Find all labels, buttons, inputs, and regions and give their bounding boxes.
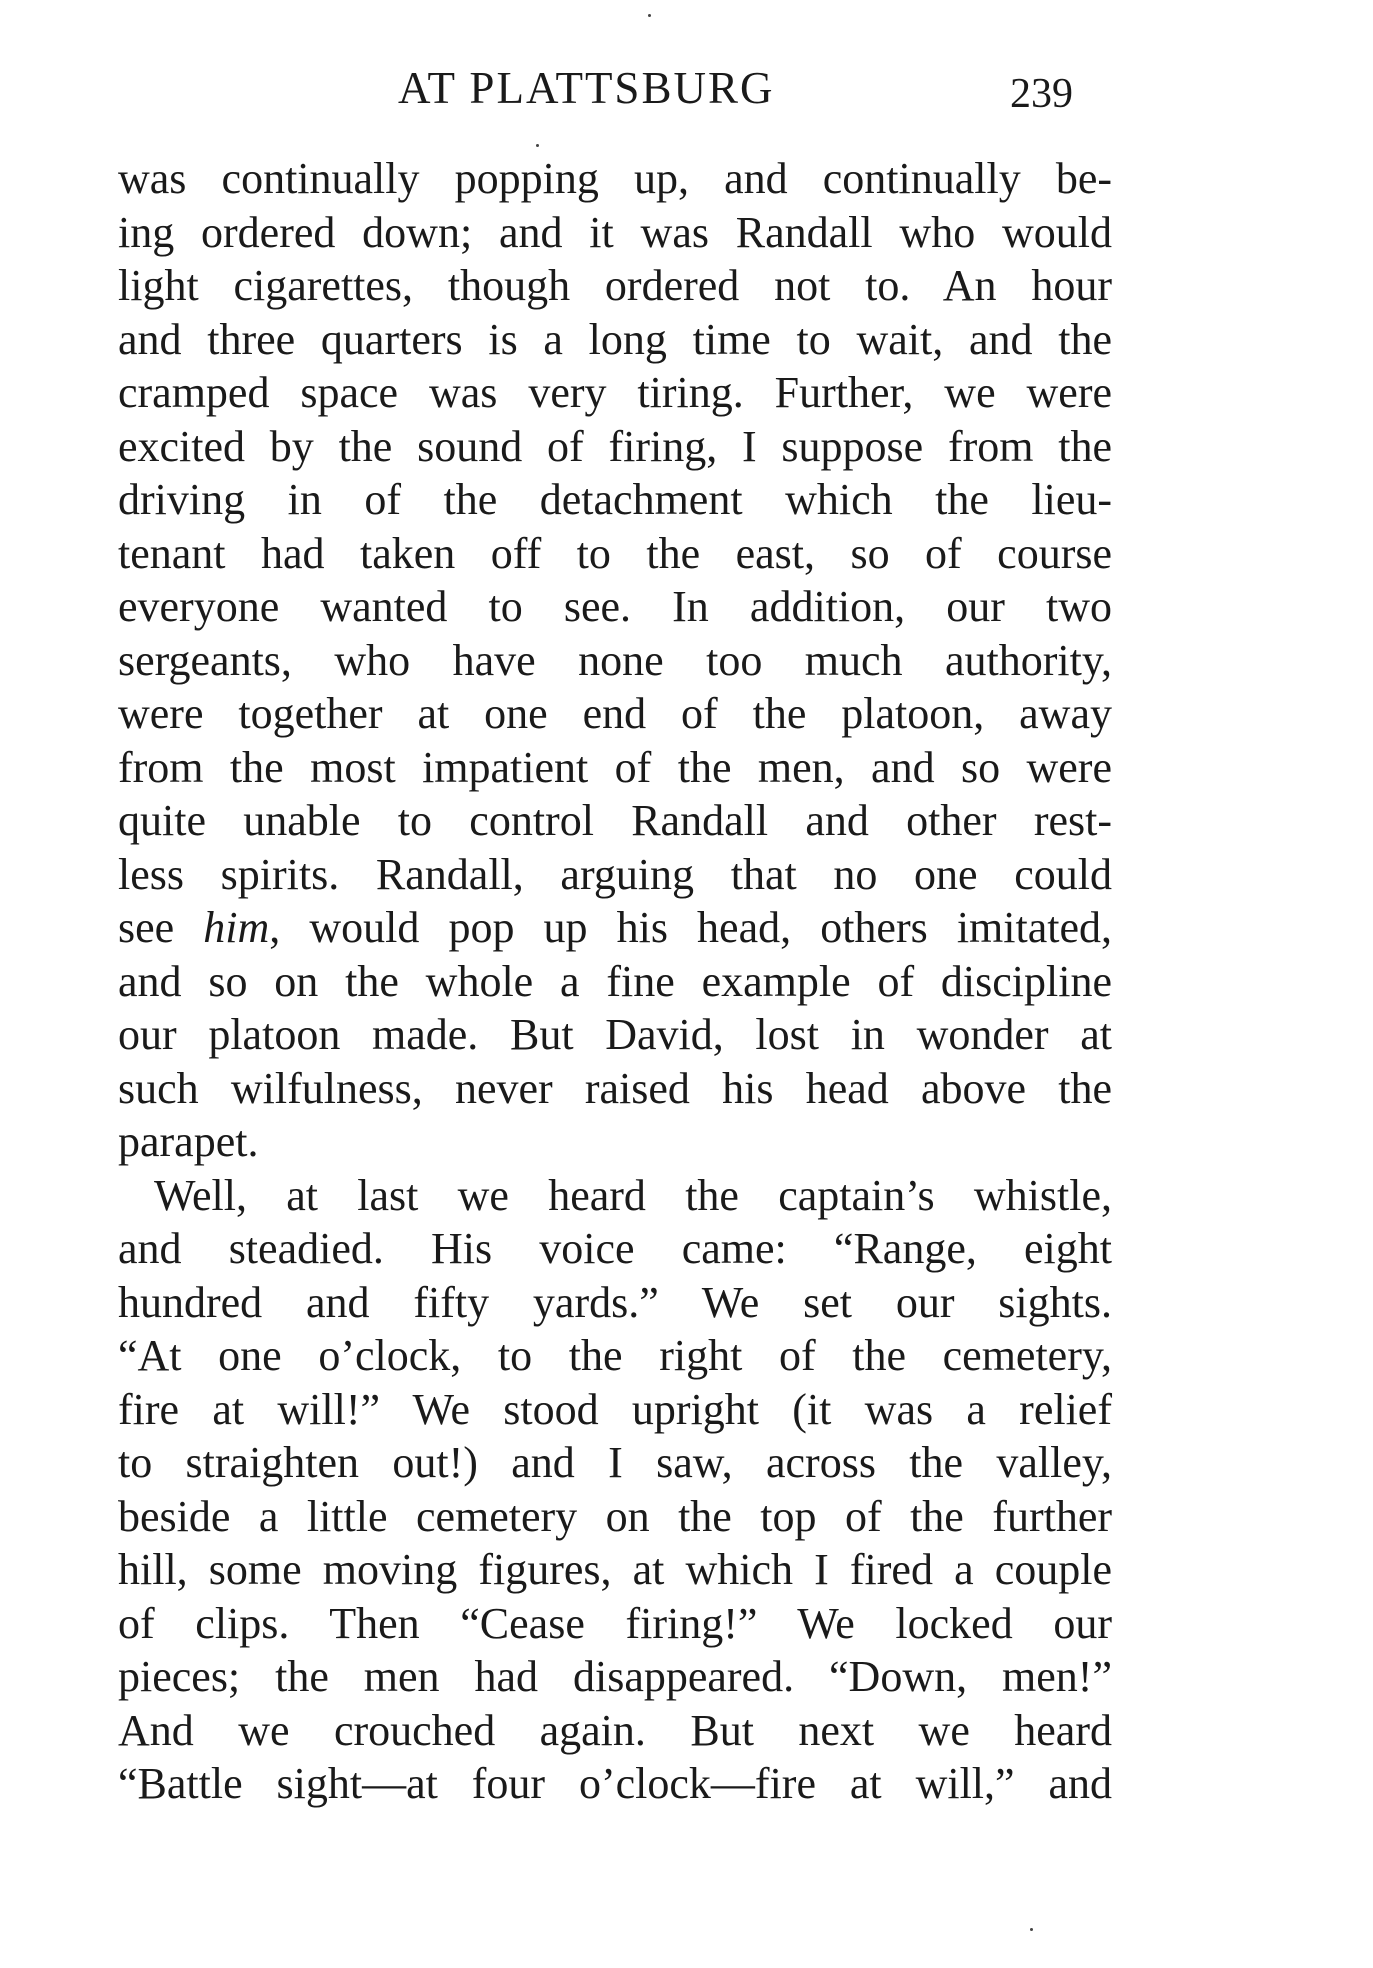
text-line-with-italic: [118, 901, 1112, 955]
text-line: our platoon made. But David, lost in wonder at: [118, 1010, 1112, 1059]
text-line: hill, some moving figures, at which I fired a couple: [118, 1545, 1112, 1594]
text-line: ing ordered down; and it was Randall who would: [118, 207, 1112, 257]
text-line: everyone wanted to see. In addition, our two: [118, 582, 1112, 631]
text-line: pieces; the men had disappeared. “Down, men!”: [118, 1652, 1112, 1701]
running-title: AT PLATTSBURG: [398, 63, 775, 113]
running-head: [0, 58, 1373, 118]
text-line: beside a little cemetery on the top of the further: [118, 1491, 1112, 1541]
text-line: less spirits. Randall, arguing that no one could: [118, 849, 1112, 899]
page-number: 239: [1010, 71, 1073, 117]
print-speck: [1030, 1928, 1033, 1931]
text-line: And we crouched again. But next we heard: [118, 1705, 1112, 1755]
text-line: light cigarettes, though ordered not to. An hour: [118, 261, 1112, 310]
text-line: was continually popping up, and continually be-: [118, 154, 1112, 203]
italic-word: him: [203, 903, 270, 952]
paragraph-start-line: Well, at last we heard the captain’s whistle,: [154, 1170, 1112, 1220]
text-line: “Battle sight—at four o’clock—fire at will,” and: [118, 1759, 1112, 1808]
print-speck: [648, 14, 651, 17]
text-line: and three quarters is a long time to wait, and the: [118, 314, 1112, 364]
body-text: [118, 152, 1112, 1811]
text-line: hundred and fifty yards.” We set our sights.: [118, 1277, 1112, 1327]
text-line: “At one o’clock, to the right of the cemetery,: [118, 1331, 1112, 1380]
paragraph-end-line: parapet.: [118, 1117, 259, 1166]
text-line: quite unable to control Randall and other rest-: [118, 796, 1112, 845]
text-line: and steadied. His voice came: “Range, eight: [118, 1224, 1112, 1273]
text-line: from the most impatient of the men, and so were: [118, 742, 1112, 792]
print-speck: [536, 144, 539, 147]
text-line: of clips. Then “Cease firing!” We locked our: [118, 1598, 1112, 1648]
text-line: such wilfulness, never raised his head above the: [118, 1063, 1112, 1113]
text-segment: , would pop up his head, others imitated,: [269, 903, 1112, 952]
text-line: cramped space was very tiring. Further, we were: [118, 368, 1112, 417]
text-line: and so on the whole a fine example of discipline: [118, 956, 1112, 1006]
text-line: tenant had taken off to the east, so of course: [118, 528, 1112, 578]
text-line: sergeants, who have none too much authority,: [118, 635, 1112, 685]
text-segment: see: [118, 903, 204, 952]
text-line: excited by the sound of firing, I suppose from the: [118, 421, 1112, 471]
text-line: to straighten out!) and I saw, across the valley,: [118, 1438, 1112, 1487]
text-line: driving in of the detachment which the lieu-: [118, 475, 1112, 524]
text-line: were together at one end of the platoon, away: [118, 689, 1112, 738]
text-line: fire at will!” We stood upright (it was a relief: [118, 1384, 1112, 1434]
